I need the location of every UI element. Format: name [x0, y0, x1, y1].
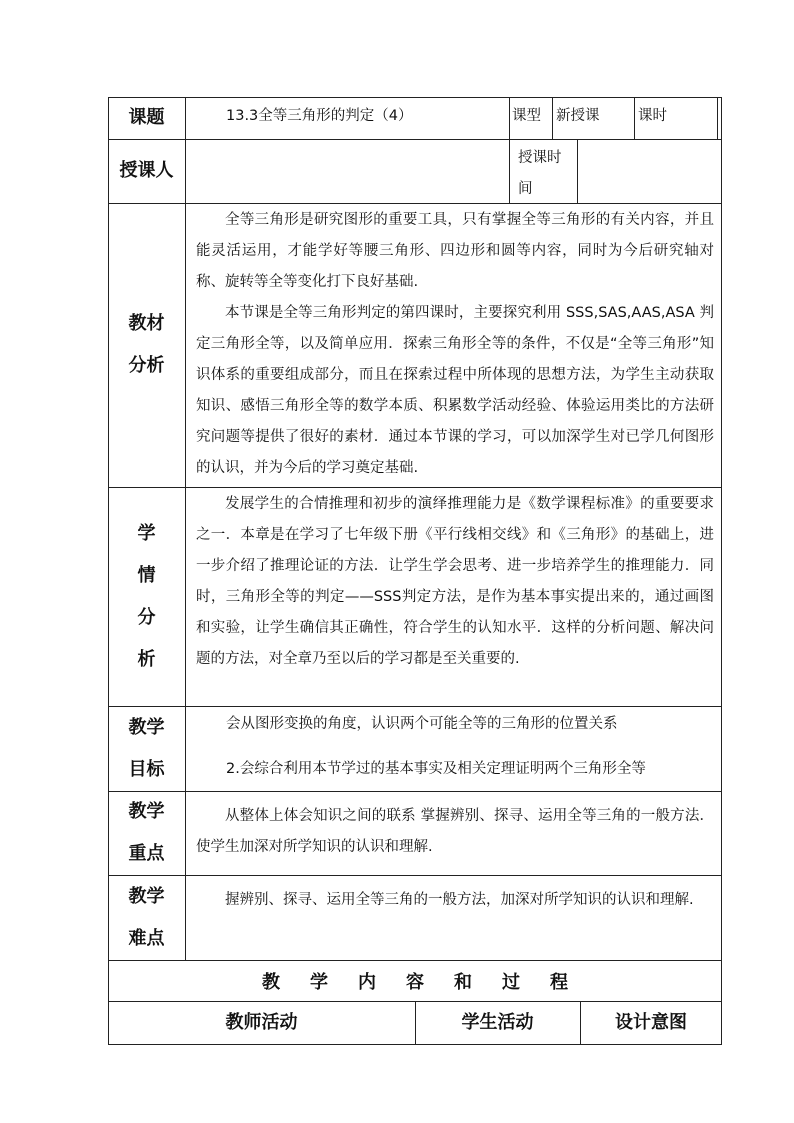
goals-label-line1: 教学	[128, 716, 165, 738]
time-label-line1: 授课时	[518, 150, 562, 166]
subject-value: 13.3全等三角形的判定（4）	[226, 108, 413, 124]
col-student-activity: 学生活动	[461, 1012, 534, 1033]
difficulties-label-line1: 教学	[128, 885, 165, 907]
rule	[509, 97, 510, 203]
students-paragraph: 发展学生的合情推理和初步的演绎推理能力是《数学课程标准》的重要要求之一．本章是在学习了七年级下册《平行线相交线》和《三角形》的基础上，进一步介绍了推理论证的方法．让学生学会思考、进一步培养学生的推理能力．同时，三角形全等的判定——SSS判定方法，是作为基本事实提出来的，通过画图和实验，让学生确信其正确性，符合学生的认知水平．这样的分析问题、解决问题的方法，对全章乃至以后的学习都是至关重要的.	[196, 496, 714, 667]
material-label	[108, 203, 185, 487]
type-label: 课型	[512, 108, 541, 124]
type-value: 新授课	[556, 108, 600, 124]
students-label	[108, 487, 185, 706]
keypoints-content	[196, 801, 714, 863]
material-label-line1: 教材	[128, 313, 165, 334]
hours-label: 课时	[638, 108, 667, 124]
material-paragraph-1: 全等三角形是研究图形的重要工具，只有掌握全等三角形的有关内容，并且能灵活运用，才能学好等腰三角形、四边形和圆等内容，同时为今后研究轴对称、旋转等全等变化打下良好基础.	[196, 212, 714, 290]
process-title-cell	[108, 960, 722, 1001]
goal-item-2: 2.会综合利用本节学过的基本事实及相关定理证明两个三角形全等	[226, 761, 646, 777]
rule	[108, 875, 722, 876]
keypoints-label-line2: 重点	[128, 843, 165, 864]
rule	[108, 203, 722, 204]
rule	[552, 97, 553, 139]
rule	[108, 706, 722, 707]
time-label-line2: 间	[518, 181, 533, 197]
material-paragraph-2: 本节课是全等三角形判定的第四课时，主要探究利用 SSS,SAS,AAS,ASA 判定三角形全等，以及简单应用．探索三角形全等的条件，不仅是“全等三角形”知识体系的重要组成部分，而且在探索过程中所体现的思想方法，为学生主动获取知识、感悟三角形全等的数学本质、积累数学活动经验、体验运用类比的方法研究问题等提供了很好的素材．通过本节课的学习，可以加深学生对已学几何图形的认识，并为今后的学习奠定基础.	[196, 305, 714, 476]
rule	[717, 97, 718, 139]
students-label-char-3: 分	[137, 606, 156, 628]
goals-label-line2: 目标	[128, 758, 165, 780]
material-content	[196, 205, 714, 484]
time-label	[518, 143, 576, 205]
students-label-char-1: 学	[137, 522, 156, 544]
students-label-char-4: 析	[137, 648, 156, 670]
process-title: 教学内容和过程	[262, 971, 598, 993]
goals-content	[226, 709, 716, 785]
rule	[634, 97, 635, 139]
difficulties-content	[196, 885, 714, 916]
lesson-plan-table	[108, 97, 722, 1045]
difficulties-label-line2: 难点	[128, 927, 165, 949]
col-design-intent: 设计意图	[615, 1012, 687, 1033]
keypoints-paragraph: 从整体上体会知识之间的联系 掌握辨别、探寻、运用全等三角的一般方法．使学生加深对所学知识的认识和理解.	[196, 808, 714, 855]
difficulties-paragraph: 握辨别、探寻、运用全等三角的一般方法，加深对所学知识的认识和理解.	[225, 892, 694, 908]
rule	[108, 487, 722, 488]
teacher-value[interactable]	[186, 140, 508, 202]
keypoints-label-line1: 教学	[128, 801, 165, 822]
goal-item-1: 会从图形变换的角度，认识两个可能全等的三角形的位置关系	[226, 716, 618, 732]
keypoints-label	[108, 791, 185, 875]
subject-label: 课题	[128, 107, 165, 128]
rule	[185, 97, 186, 960]
rule	[108, 791, 722, 792]
students-label-char-2: 情	[137, 564, 156, 586]
material-label-line2: 分析	[128, 355, 165, 376]
col-teacher-activity: 教师活动	[225, 1012, 298, 1033]
time-value[interactable]	[578, 140, 720, 202]
goals-label	[108, 706, 185, 791]
rule	[721, 97, 722, 1045]
rule	[108, 97, 722, 98]
teacher-label: 授课人	[119, 160, 174, 181]
difficulties-label	[108, 875, 185, 960]
students-content	[196, 489, 714, 675]
